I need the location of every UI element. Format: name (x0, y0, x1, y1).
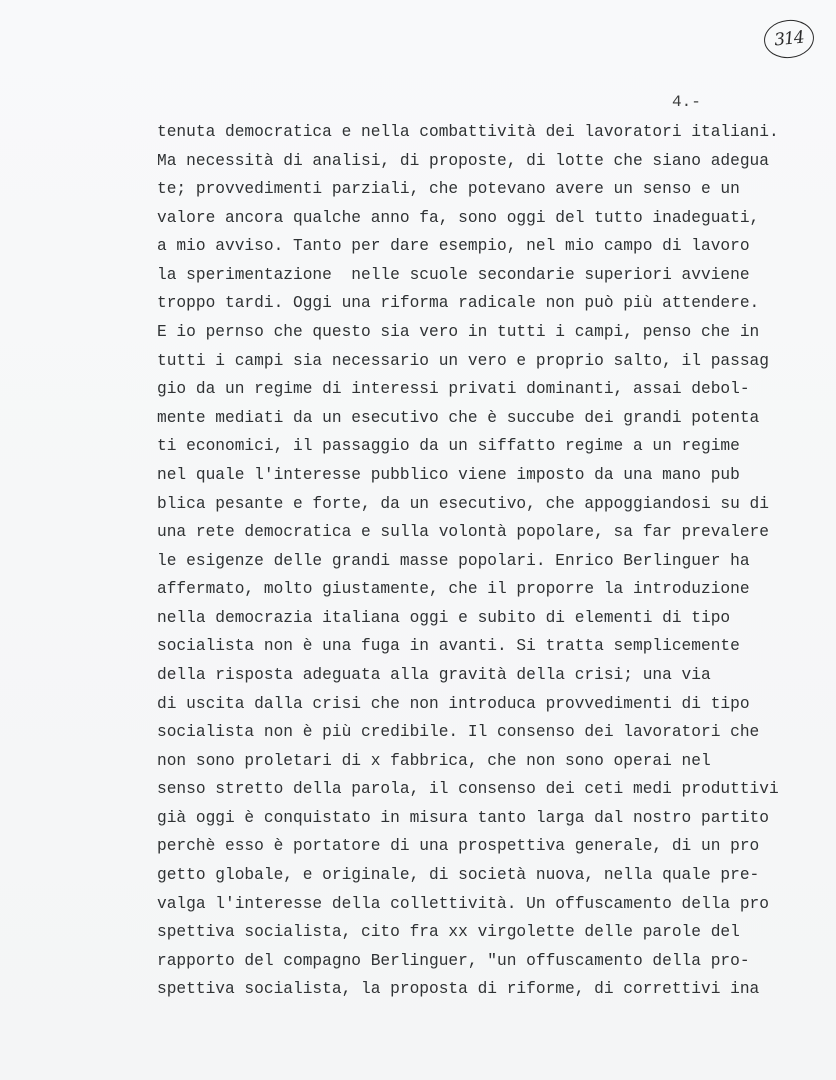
text-line: tenuta democratica e nella combattività dei lavoratori italiani. (157, 123, 779, 141)
text-line: te; provvedimenti parziali, che potevano avere un senso e un (157, 180, 740, 199)
text-line: Ma necessità di analisi, di proposte, di lotte che siano adegua (157, 151, 769, 170)
text-line: gio da un regime di interessi privati dominanti, assai debol- (157, 380, 750, 399)
text-line: senso stretto della parola, il consenso dei ceti medi produttivi (157, 780, 779, 799)
text-line: mente mediati da un esecutivo che è succube dei grandi potenta (157, 408, 760, 427)
text-line: rapporto del compagno Berlinguer, "un offuscamento della pro- (157, 951, 750, 970)
text-line: affermato, molto giustamente, che il proporre la introduzione (157, 580, 750, 599)
text-line: ti economici, il passaggio da un siffatto regime a un regime (157, 437, 740, 456)
text-line: valore ancora qualche anno fa, sono oggi del tutto inadeguati, (157, 208, 760, 227)
text-line: tutti i campi sia necessario un vero e proprio salto, il passag (157, 351, 769, 370)
text-line: socialista non è una fuga in avanti. Si tratta semplicemente (157, 637, 740, 656)
text-line: nel quale l'interesse pubblico viene imposto da una mano pub (157, 465, 740, 484)
body-text (157, 118, 817, 1004)
text-line: di uscita dalla crisi che non introduca provvedimenti di tipo (157, 694, 750, 713)
text-line: già oggi è conquistato in misura tanto larga dal nostro partito (157, 808, 769, 827)
archive-stamp (762, 17, 816, 60)
text-line: socialista non è più credibile. Il consenso dei lavoratori che (157, 723, 760, 742)
text-line: blica pesante e forte, da un esecutivo, che appoggiandosi su di (157, 494, 769, 513)
page-number: 4.- (672, 93, 701, 111)
text-line: getto globale, e originale, di società nuova, nella quale pre- (157, 866, 760, 885)
text-line: spettiva socialista, la proposta di riforme, di correttivi ina (157, 980, 760, 999)
stamp-number: 314 (773, 27, 805, 51)
text-line: valga l'interesse della collettività. Un offuscamento della pro (157, 894, 769, 913)
text-line: nella democrazia italiana oggi e subito di elementi di tipo (157, 608, 731, 627)
text-line: non sono proletari di x fabbrica, che non sono operai nel (157, 751, 711, 770)
text-line: a mio avviso. Tanto per dare esempio, nel mio campo di lavoro (157, 237, 750, 256)
text-line: spettiva socialista, cito fra xx virgolette delle parole del (157, 923, 740, 942)
text-line: della risposta adeguata alla gravità della crisi; una via (157, 665, 711, 684)
text-line: perchè esso è portatore di una prospettiva generale, di un pro (157, 837, 760, 856)
text-line: le esigenze delle grandi masse popolari. Enrico Berlinguer ha (157, 551, 750, 570)
text-line: una rete democratica e sulla volontà popolare, sa far prevalere (157, 523, 769, 542)
text-line: troppo tardi. Oggi una riforma radicale non può più attendere. (157, 294, 760, 313)
text-line: la sperimentazione nelle scuole secondarie superiori avviene (157, 265, 750, 284)
text-line: E io pernso che questo sia vero in tutti i campi, penso che in (157, 323, 760, 342)
